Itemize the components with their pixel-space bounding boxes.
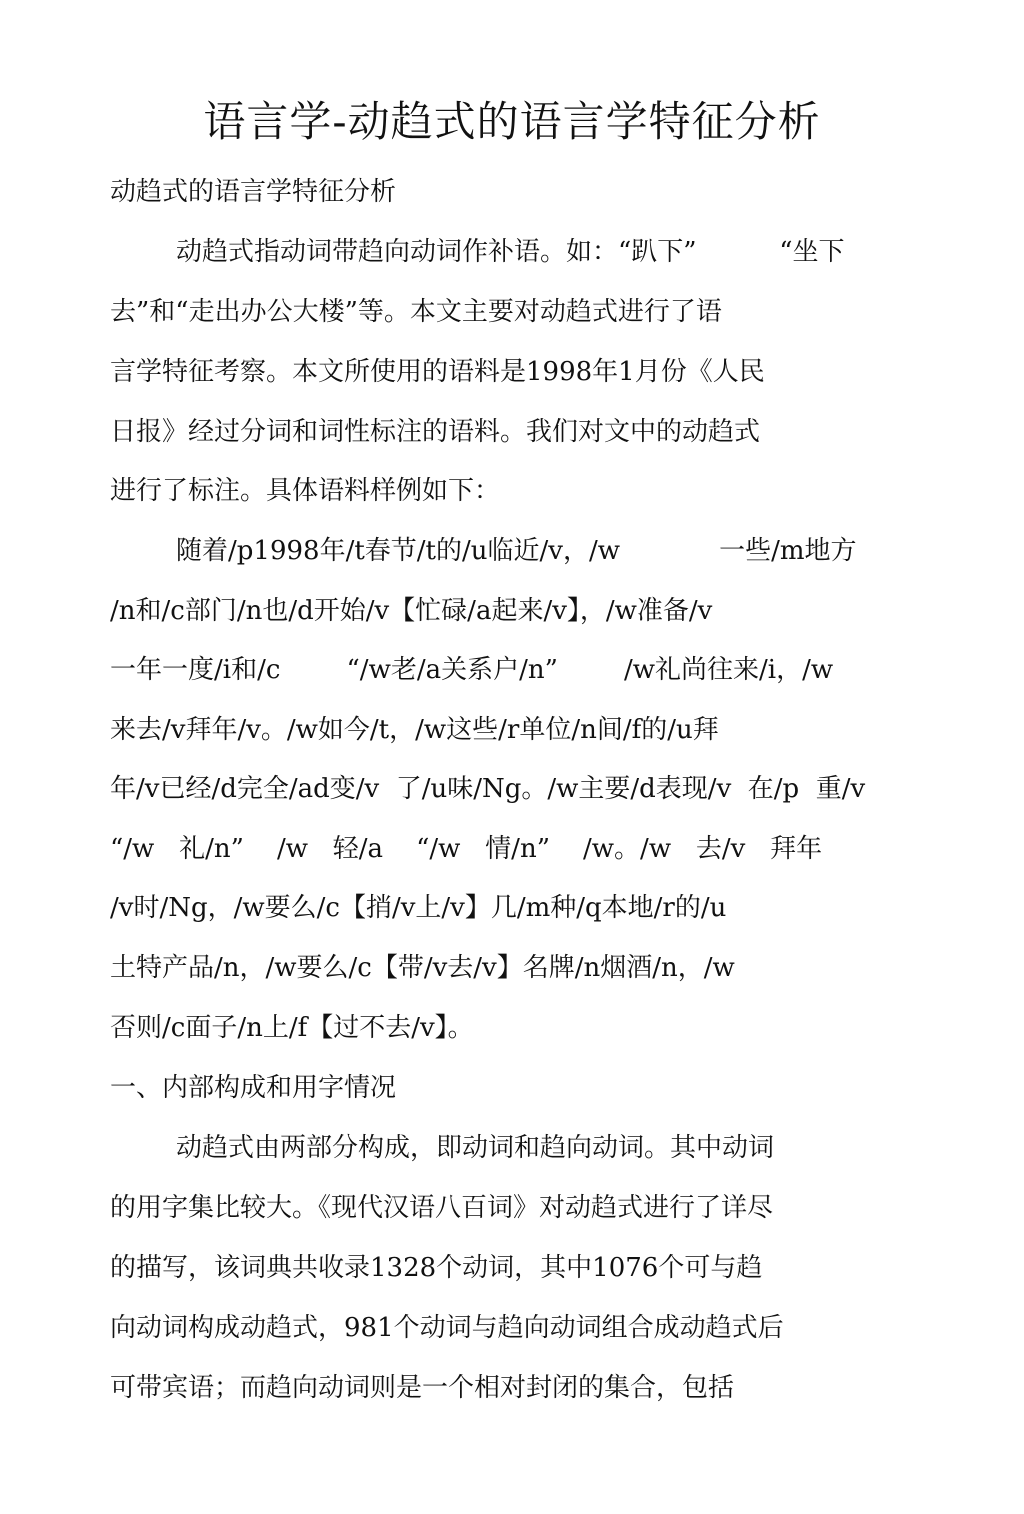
paragraph-line: 言学特征考察。本文所使用的语料是1998年1月份《人民 — [110, 357, 765, 387]
corpus-line: 否则/c面子/n上/f【过不去/v】。 — [110, 1013, 474, 1043]
corpus-line: 来去/v拜年/v。/w如今/t，/w这些/r单位/n间/f的/u拜 — [110, 715, 719, 745]
corpus-line: “/w 礼/n” /w 轻/a “/w 情/n” /w。/w 去/v 拜年 — [110, 834, 823, 864]
paragraph-line: 去”和“走出办公大楼”等。本文主要对动趋式进行了语 — [110, 297, 722, 327]
corpus-line: 年/v已经/d完全/ad变/v 了/u味/Ng。/w主要/d表现/v 在/p 重/v — [110, 774, 866, 804]
paragraph-line: 向动词构成动趋式，981个动词与趋向动词组合成动趋式后 — [110, 1313, 784, 1343]
paragraph-line: 日报》经过分词和词性标注的语料。我们对文中的动趋式 — [110, 417, 761, 447]
paragraph-line: 的描写，该词典共收录1328个动词，其中1076个可与趋 — [110, 1253, 763, 1283]
section-heading: 一、内部构成和用字情况 — [110, 1073, 397, 1103]
corpus-line: /v时/Ng，/w要么/c【捎/v上/v】几/m种/q本地/r的/u — [110, 893, 727, 923]
corpus-line: /n和/c部门/n也/d开始/v【忙碌/a起来/v】，/w准备/v — [110, 596, 713, 626]
corpus-line: 随着/p1998年/t春节/t的/u临近/v，/w 一些/m地方 — [176, 536, 857, 566]
document-title: 语言学-动趋式的语言学特征分析 — [203, 97, 821, 146]
paragraph-line: 动趋式由两部分构成，即动词和趋向动词。其中动词 — [176, 1133, 775, 1163]
corpus-line: 一年一度/i和/c “/w老/a关系户/n” /w礼尚往来/i，/w — [110, 655, 834, 685]
paragraph-line: 动趋式指动词带趋向动词作补语。如：“趴下” “坐下 — [176, 237, 845, 267]
subtitle-heading: 动趋式的语言学特征分析 — [110, 177, 397, 207]
paragraph-line: 进行了标注。具体语料样例如下： — [110, 476, 501, 506]
paragraph-line: 的用字集比较大。《现代汉语八百词》对动趋式进行了详尽 — [110, 1193, 774, 1223]
paragraph-line: 可带宾语；而趋向动词则是一个相对封闭的集合，包括 — [110, 1373, 735, 1403]
corpus-line: 土特产品/n，/w要么/c【带/v去/v】名牌/n烟酒/n，/w — [110, 953, 735, 983]
